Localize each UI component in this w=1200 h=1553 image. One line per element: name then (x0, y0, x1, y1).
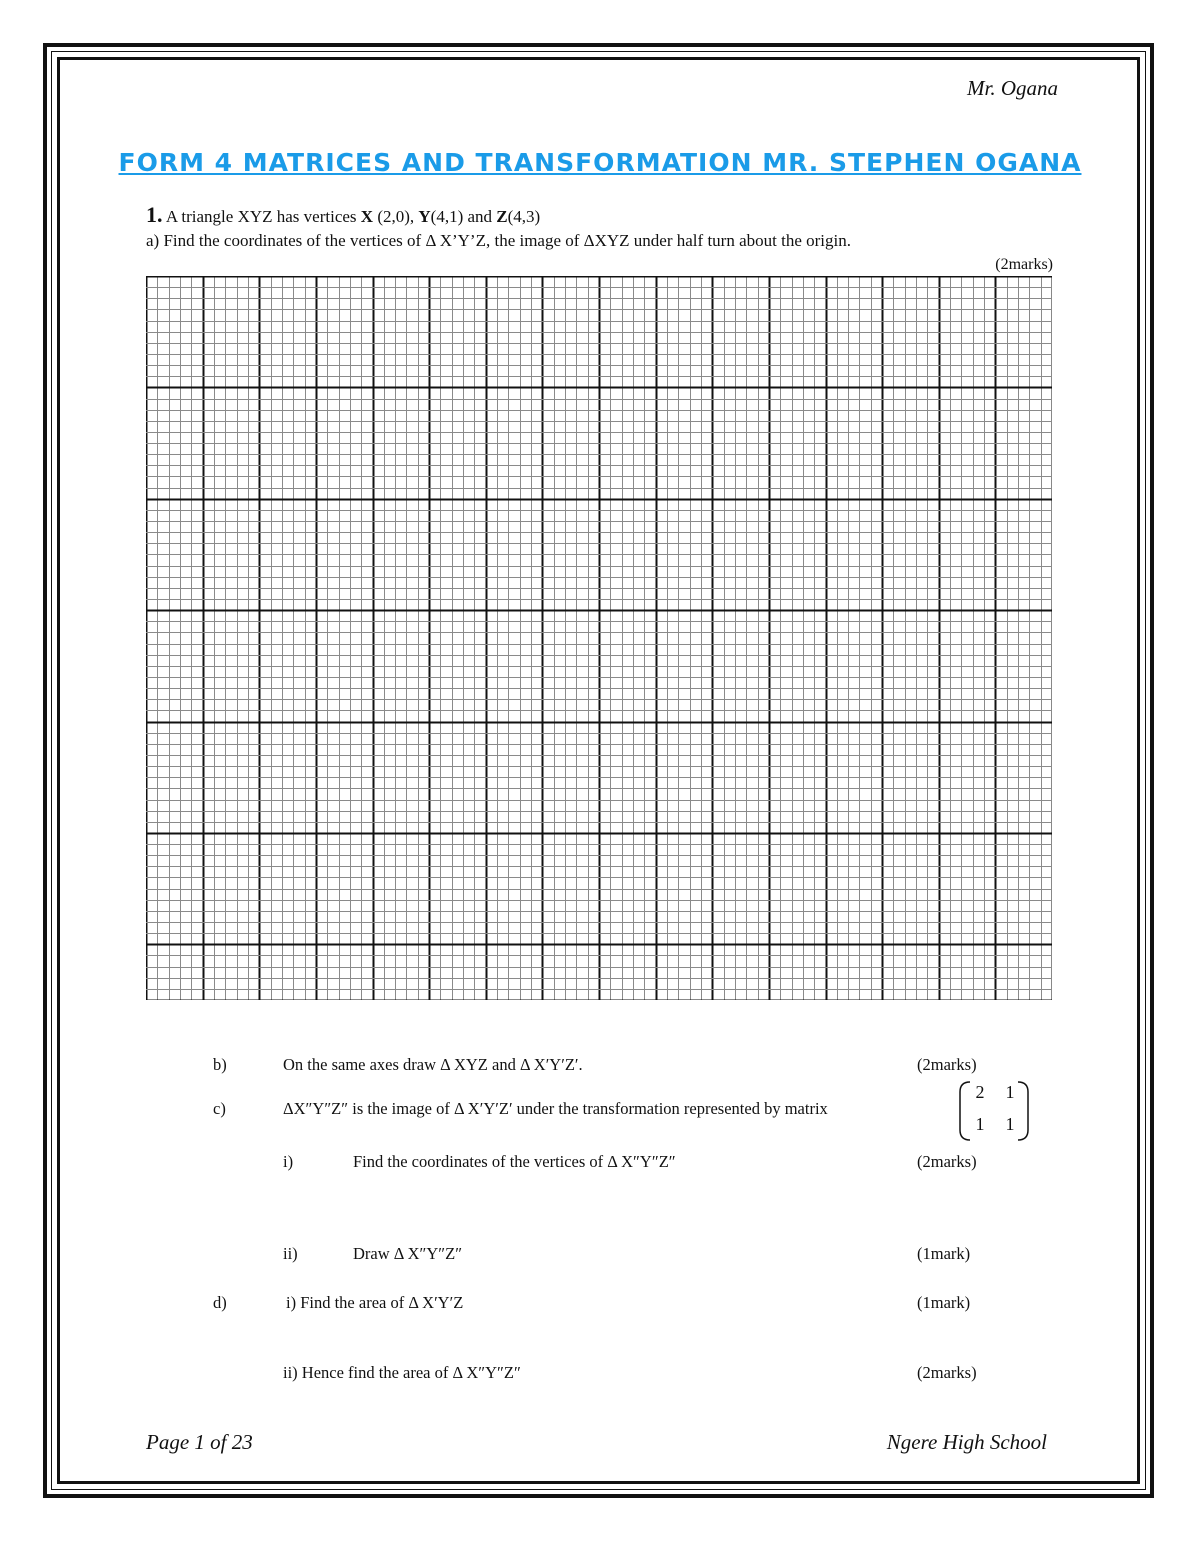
graph-paper-grid (146, 276, 1052, 1000)
question-number: 1. (146, 202, 163, 227)
part-c-ii-label: ii) (283, 1244, 298, 1263)
footer-school: Ngere High School (886, 1430, 1047, 1454)
question-1-stem (146, 202, 540, 228)
part-c-i-marks: (2marks) (917, 1152, 977, 1171)
vertex-y-coord: (4,1) and (430, 207, 493, 226)
part-a-text: a) Find the coordinates of the vertices of Δ X’Y’Z, the image of ΔXYZ under half turn about the origin. (146, 231, 851, 250)
part-d-ii-text: ii) Hence find the area of Δ X″Y″Z″ (283, 1363, 521, 1382)
part-d-i-marks: (1mark) (917, 1293, 971, 1312)
part-c-text: ΔX″Y″Z″ is the image of Δ X′Y′Z′ under the transformation represented by matrix (283, 1099, 828, 1118)
stem-intro: A triangle XYZ has vertices (165, 207, 357, 226)
part-c-label: c) (213, 1099, 226, 1118)
part-c-ii-marks: (1mark) (917, 1244, 971, 1263)
vertex-z-label: Z (496, 207, 508, 226)
part-c-i-text: Find the coordinates of the vertices of Δ X″Y″Z″ (353, 1152, 676, 1171)
vertex-y-label: Y (418, 207, 431, 226)
transformation-matrix (958, 1080, 1030, 1142)
matrix-r2c1: 1 (975, 1114, 985, 1134)
vertex-z-coord: (4,3) (507, 207, 541, 226)
part-c-ii-text: Draw Δ X″Y″Z″ (353, 1244, 463, 1263)
matrix-r1c2: 1 (1005, 1082, 1015, 1102)
graph-paper (146, 276, 1052, 1000)
part-a-marks: (2marks) (995, 256, 1053, 273)
header-author: Mr. Ogana (966, 76, 1058, 100)
footer-page-number: Page 1 of 23 (146, 1430, 253, 1454)
vertex-x-label: X (360, 207, 374, 226)
part-d-i-text: i) Find the area of Δ X′Y′Z (286, 1293, 464, 1312)
page-title: FORM 4 MATRICES AND TRANSFORMATION MR. STEPHEN OGANA (118, 148, 1082, 177)
matrix-r1c1: 2 (975, 1082, 985, 1102)
matrix-r2c2: 1 (1005, 1114, 1015, 1134)
part-d-label: d) (213, 1293, 227, 1312)
part-c-i-label: i) (283, 1152, 294, 1171)
part-d-ii-marks: (2marks) (917, 1363, 977, 1382)
vertex-x-coord: (2,0), (377, 207, 415, 226)
part-b-text: On the same axes draw Δ XYZ and Δ X′Y′Z′. (283, 1055, 583, 1074)
part-b-label: b) (213, 1055, 227, 1074)
part-b-marks: (2marks) (917, 1055, 977, 1074)
